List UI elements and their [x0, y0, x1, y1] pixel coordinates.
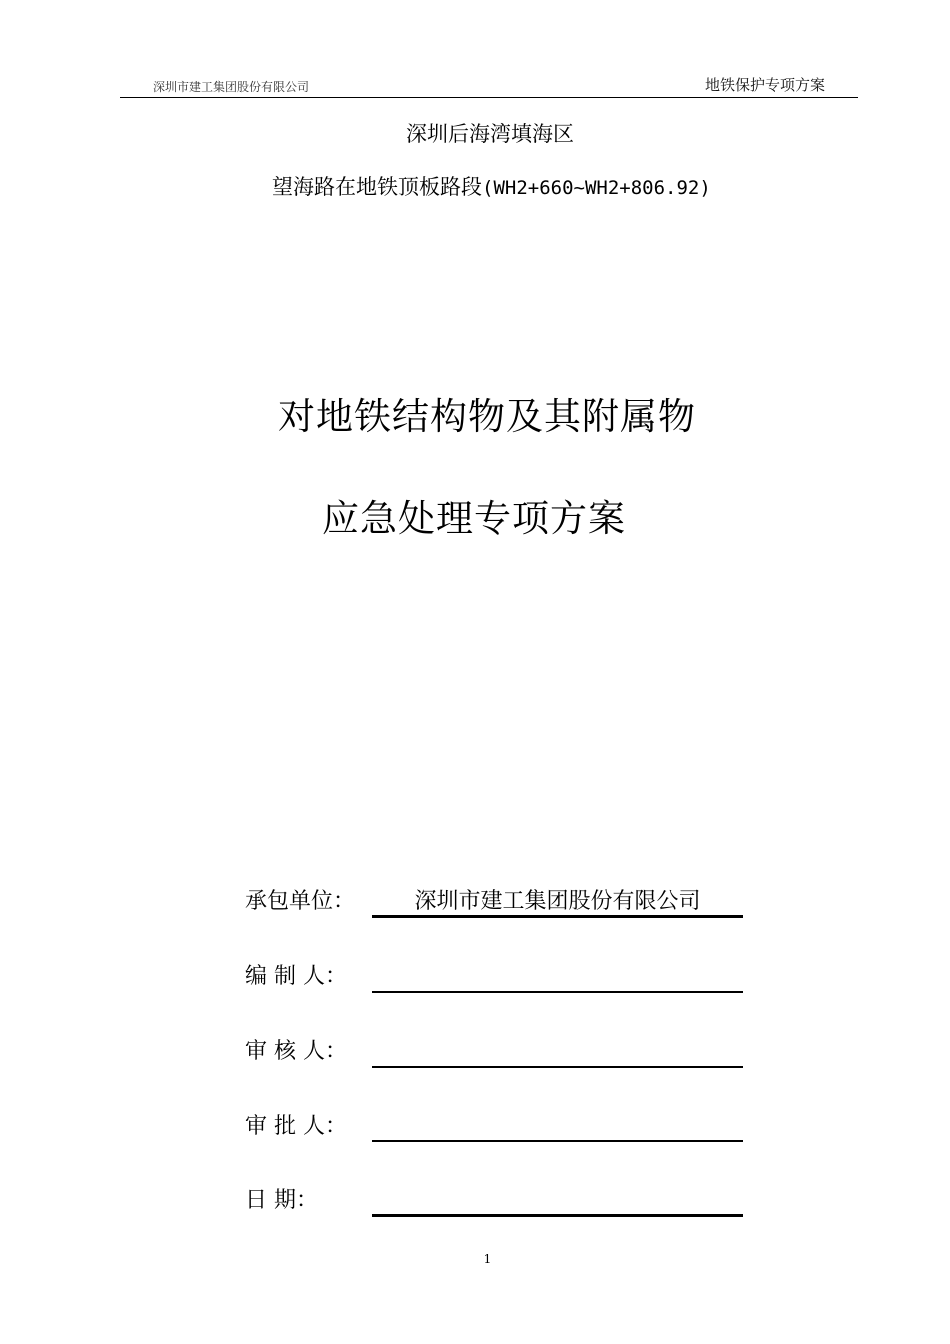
header-company: 深圳市建工集团股份有限公司 — [153, 80, 310, 94]
editor-underline — [372, 991, 743, 993]
editor-label: 编 制 人： — [245, 964, 347, 989]
date-underline — [372, 1214, 743, 1217]
reviewer-underline — [372, 1066, 743, 1068]
header-divider — [120, 97, 858, 98]
date-label: 日 期： — [245, 1188, 318, 1213]
page-number: 1 — [483, 1252, 492, 1266]
main-title-line-2: 应急处理专项方案 — [322, 497, 626, 540]
reviewer-label: 审 核 人： — [245, 1039, 347, 1064]
contractor-underline — [372, 915, 743, 918]
subtitle-line-2 — [272, 171, 711, 201]
approver-label: 审 批 人： — [245, 1114, 347, 1139]
subtitle-line-1: 深圳后海湾填海区 — [406, 122, 574, 146]
contractor-label: 承包单位： — [245, 889, 356, 914]
subtitle-road-section: 望海路在地铁顶板路段 — [272, 175, 482, 199]
main-title-line-1: 对地铁结构物及其附属物 — [278, 395, 696, 438]
contractor-value: 深圳市建工集团股份有限公司 — [414, 889, 701, 914]
subtitle-chainage-range: (WH2+660~WH2+806.92) — [482, 177, 711, 199]
approver-underline — [372, 1140, 743, 1142]
header-doc-type: 地铁保护专项方案 — [704, 76, 825, 94]
